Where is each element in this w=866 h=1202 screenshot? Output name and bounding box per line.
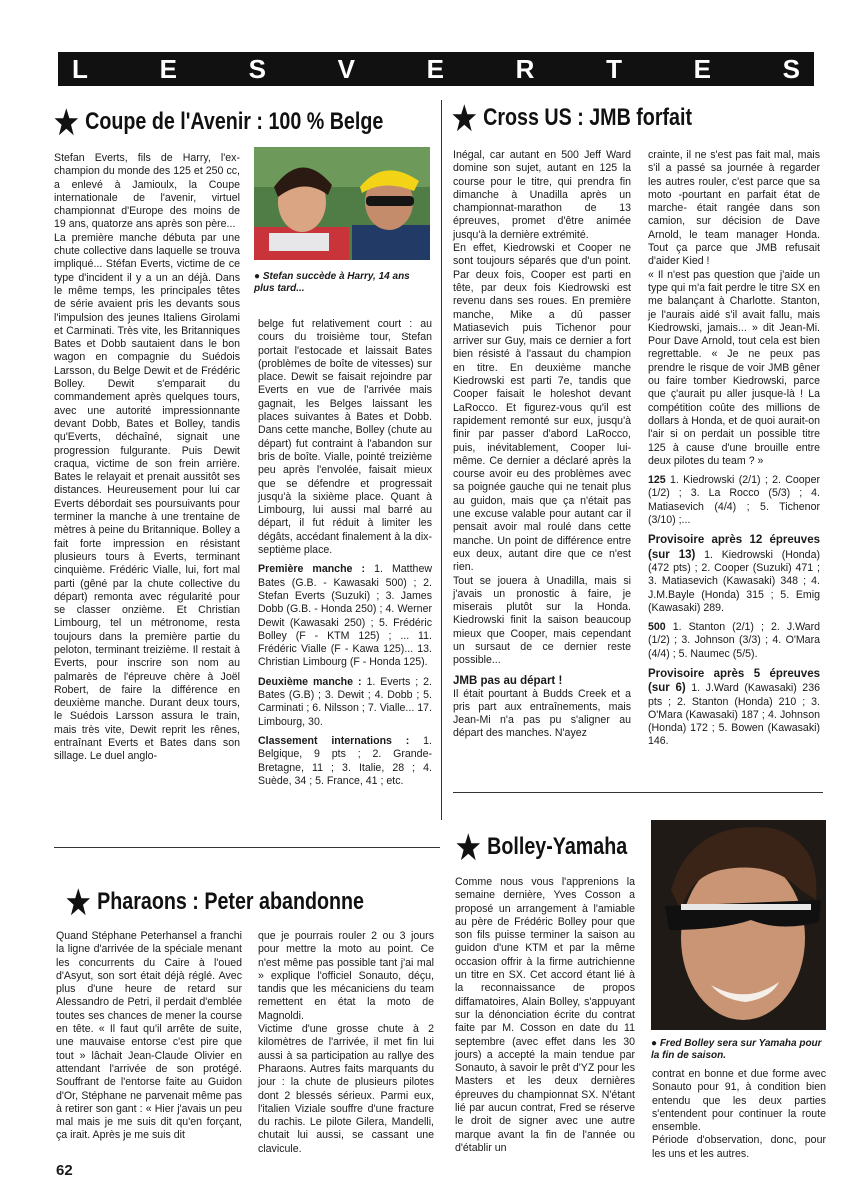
paragraph: Période d'observation, donc, pour les uns et les autres. — [652, 1134, 826, 1160]
results-round2: Deuxième manche : 1. Everts ; 2. Bates (G.B) ; 3. Dewit ; 4. Dobb ; 5. Carminati ; 6. Nilsson ; 7. Vialle... 17. Limbourg, 30. — [258, 675, 432, 728]
stefan-photo-caption: ● Stefan succède à Harry, 14 ans plus tard... — [254, 271, 410, 294]
stefan-photo-image — [254, 147, 430, 260]
paragraph: belge fut relativement court : au cours du troisième tour, Stefan portait l'estocade et laissait Bates (problèmes de boîte de vitesses) sur place. Dewit se faisait rejoindre par Everts en vue de l'arrivée mais gagnait, les Belges laissant les places suivantes à Bates et Dobb. Dans cette manche, Bolley (chute au départ) fut contraint à l'abandon sur bris de boîte. Vialle, pointé treizième peu après l'envolée, faisait mieux que se défendre et progressait jusqu'à la sixième place. Quant à Limbourg, lui aussi mal barré au départ, il fut réduit à limiter les dégâts, accédant finalement à la dix-septième place. — [258, 318, 432, 557]
banner-letter: E — [159, 53, 177, 84]
section-banner — [58, 52, 814, 86]
paragraph: Inégal, car autant en 500 Jeff Ward domine son sujet, autant en 125 la course pour le titre, qui prendra fin dimanche à Unadilla après un championnat-marathon de 13 épreuves, promet d'être animée jusqu'à la dernière extrémité. — [453, 149, 631, 241]
headline-cross: Cross US : JMB forfait — [452, 100, 692, 136]
paragraph: crainte, il ne s'est pas fait mal, mais s'il a passé sa journée à regarder les autres rouler, c'est parce que sa moto -pourtant en parfait état de marche- était rangée dans son camion, sur décision de Dave Arnold, le team manager Honda. Tout ça parce que JMB refusait d'aider Kied ! — [648, 149, 820, 268]
paragraph: « Il n'est pas question que j'aide un type qui m'a fait perdre le titre SX en me balançant à Charlotte. Stanton, je l'aurais aidé s'il avait fallu, mais Kiedrowski, jamais... » dit Jean-Mi. Pour Dave Arnold, tout cela est bien regrettable. « Je ne peux pas prendre le risque de voir JMB gêner ou faire tomber Kiedrowski, parce que ç'aurait pu aller jusque-là ! La compétition coûte des millions de dollars à Honda, et de quoi aurait-on l'air si on perdait un possible titre 125 à cause d'une brouille entre deux pilotes du team ? » — [648, 268, 820, 467]
results-label: Classement internations : — [258, 734, 410, 747]
pharaons-column-1 — [56, 930, 242, 1143]
paragraph: Il était pourtant à Budds Creek et a pris part aux entraînements, mais Jean-Mi n'a pas pu s'aligner au départ des manches. N'ayez — [453, 687, 631, 740]
paragraph: Tout se jouera à Unadilla, mais si j'avais un pronostic à faire, je miserais plutôt sur la Honda. Kiedrowski finit la saison beaucoup mieux que Cooper, mais cependant un sursaut de ce dernier reste possible... — [453, 574, 631, 667]
results-label: Première manche : — [258, 563, 366, 576]
fred-bolley-photo-image — [651, 820, 826, 1030]
page-number: 62 — [56, 1162, 73, 1179]
standings-125: Provisoire après 12 épreuves (sur 13) 1. Kiedrowski (Honda) (472 pts) ; 2. Cooper (Suzuki) 471 ; 3. Matiasevich (Kawasaki) 348 ; 4. J.M.Bayle (Honda) 315 ; 5. Emig (Kawasaki) 289. — [648, 534, 820, 614]
results-label: 500 — [648, 621, 666, 634]
banner-letter: V — [337, 53, 355, 84]
coupe-column-1 — [54, 152, 240, 764]
results-label: 125 — [648, 474, 666, 487]
banner-letter: E — [693, 53, 711, 84]
results-round1: Première manche : 1. Matthew Bates (G.B. - Kawasaki 500) ; 2. Stefan Everts (Suzuki) ; 3. James Dobb (G.B. - Honda 250) ; 4. Werner Dewit (Kawasaki 250) ; 5. Frédéric Bolley (F - KTM 125) ; ... 11. Frédéric Vialle (F - Kawa 125)... 13. Christian Limbourg (F - Honda 125). — [258, 563, 432, 669]
fred-photo-caption: ● Fred Bolley sera sur Yamaha pour la fin de saison. — [651, 1038, 822, 1061]
section-divider — [54, 847, 440, 848]
results-label: Provisoire après 12 épreuves (sur 13) — [648, 534, 820, 561]
star-icon — [452, 103, 477, 133]
subheading: JMB pas au départ ! — [453, 674, 563, 687]
banner-letter: S — [782, 53, 800, 84]
star-icon — [54, 107, 79, 137]
stefan-photo — [254, 147, 430, 260]
bolley-column-1 — [455, 876, 635, 1155]
paragraph: Quand Stéphane Peterhansel a franchi la ligne d'arrivée de la spéciale menant les concurrents du Caire à l'oued d'Asyut, son sort était déjà réglé. Avec plus d'une heure de retard sur Alessandro de Petri, il perdait d'emblée toutes ses chances de mener la course en tête. « Il faut qu'il arrête de suite, une mauvaise entorse c'est pire que tout » lâchait Jean-Claude Olivier en attendant l'arrivée de son protégé. Souffrant de l'entorse faite au Guidon d'Or, Stéphane ne parvenait même pas à retirer son gant : « Hier j'avais un peu mal mais je me suis dit qu'en forçant, ça irait. Après je me suis dit — [56, 930, 242, 1142]
banner-letter: T — [606, 53, 622, 84]
results-nations: Classement internations : 1. Belgique, 9 pts ; 2. Grande-Bretagne, 11 ; 3. Italie, 28 ; 4. Suède, 34 ; 5. France, 41 ; etc. — [258, 734, 432, 787]
results-500: 500 1. Stanton (2/1) ; 2. J.Ward (1/2) ; 3. Johnson (3/3) ; 4. O'Mara (4/4) ; 5. Naumec (5/5). — [648, 621, 820, 660]
paragraph: En effet, Kiedrowski et Cooper ne sont toujours séparés que d'un point. Par deux fois, Cooper est parti en tête, par deux fois Kiedrowski est revenu dans ses roues. En première manche, Mike a dû passer Matiasevich puis Tichenor pour arriver sur Guy, mais ce dernier a fort bien résisté à l'assaut du champion en titre. En deuxième manche Kiedrowski est parti 7e, tandis que Cooper faisait le holeshot devant LaRocco. Et figurez-vous qu'il est rapidement remonté sur eux, jusqu'à finir par passer d'abord LaRocco, puis, inévitablement, Cooper lui-même. Ce dernier a déclaré après la course avoir eu des problèmes avec sa poignée gauche qui ne tenait plus au guidon, mais que ça n'était pas une excuse valable pour autant car il pensait avoir mal roulé dans cette manche. Un point de différence entre eux deux, autant dire que ce n'est rien. — [453, 242, 631, 574]
banner-letter: R — [515, 53, 535, 84]
banner-letter: E — [426, 53, 444, 84]
headline-pharaons: Pharaons : Peter abandonne — [66, 884, 364, 920]
banner-letter: L — [72, 53, 88, 84]
star-icon — [456, 832, 481, 862]
results-label: Provisoire après 5 épreuves (sur 6) — [648, 667, 820, 695]
headline-coupe: Coupe de l'Avenir : 100 % Belge — [54, 104, 383, 140]
cross-column-2 — [648, 149, 820, 749]
paragraph: Victime d'une grosse chute à 2 kilomètres de l'arrivée, il met fin lui aussi à sa participation au rallye des Pharaons. Autres faits marquants du jour : la chute de plusieurs pilotes dont 2 blessés sérieux. Parmi eux, l'italien Viziale souffre d'une fracture du rachis. Le pilote Gilera, Mandelli, chutait lui aussi, se cassant une clavicule. — [258, 1023, 434, 1155]
paragraph: Stefan Everts, fils de Harry, l'ex-champion du monde des 125 et 250 cc, a enlevé à Jamioulx, la Coupe internationale de l'avenir, virtuel championnat d'Europe des moins de 19 ans, quatorze ans après son père... — [54, 152, 240, 231]
column-divider — [441, 100, 442, 820]
coupe-column-2 — [258, 318, 432, 788]
banner-letter: S — [248, 53, 266, 84]
bolley-column-2 — [652, 1068, 826, 1161]
paragraph: que je pourrais rouler 2 ou 3 jours pour mettre la moto au point. Ce n'est même pas possible tant j'ai mal » explique l'officiel Sonauto, déçu, tandis que les mécaniciens du team remettent en état la moto de Magnoldi. — [258, 930, 434, 1022]
standings-500: Provisoire après 5 épreuves (sur 6) 1. J.Ward (Kawasaki) 236 pts ; 2. Stanton (Honda) 210 ; 3. O'Mara (Kawasaki) 187 ; 4. Johnson (Honda) 172 ; 5. Bowen (Kawasaki) 146. — [648, 667, 820, 748]
paragraph: Comme nous vous l'apprenions la semaine dernière, Yves Cosson a proposé un arrangement à l'amiable au père de Frédéric Bolley pour que son fils puisse terminer la saison au guidon d'une KTM et par la même occasion offrir à la firme autrichienne un titre en SX. Cet accord étant lié à la reconnaissance de propos diffamatoires, Alain Bolley, s'appuyant sur la dénonciation écrite du contrat faite par M. Cosson en date du 11 septembre (avec effet dans les 30 jours) a accepté la main tendue par Sonauto, à savoir le prêt d'YZ pour les Masters et les deux dernières épreuves du championnat SX. N'étant lié par aucun contrat, Fred se réserve le droit de signer avec une autre marque avant la fin de l'année ou d'établir un — [455, 876, 635, 1154]
results-label: Deuxième manche : — [258, 675, 362, 688]
cross-column-1 — [453, 149, 631, 741]
star-icon — [66, 887, 91, 917]
paragraph: La première manche débuta par une chute collective dans laquelle se trouva impliqué... Stéfan Everts, victime de ce type d'incident il y a un an déjà. Dans le même temps, les principales têtes de série avaient pris les devants sous l'impulsion des jeunes Italiens Girolami et Carminati. Très vite, les Britanniques Bates et Dobb sautaient dans le bon wagon en compagnie du Suédois Larsson, du Belge Dewit et de Frédéric Bolley. Dewit s'emparait du commandement après quelques tours, avec une autorité impressionnante devant Dobb, Bates et Bolley, tandis qu'Everts, déchaîné, signait une progression fulgurante. Puis Dewit craqua, victime de son frein arrière. Bates le relayait et prenait aussitôt ses distances. Heureusement pour lui car Everts débordait ses poursuivants pour terminer la manche à une trentaine de mètres à peine du Britannique. Bolley a fait forte impression en résistant plusieurs tours à Everts, terminant cinquième. Frédéric Vialle, lui, fort mal parti (gêné par la chute collective du départ) remonta avec régularité pour se classer onzième. Et Christian Limbourg, tel un métronome, resta toujours dans la première partie du peloton, terminant treizième. Il restait à Everts, pour inscrire son nom au palmarès de l'épreuve chère à Joël Robert, de faire la différence en deuxième manche. Durant deux tours, le Suédois Larsson assura le train, mais très vite, Dewit reprit les rênes, entraînant Everts et Bates dans son sillage. Le duel anglo- — [54, 231, 240, 763]
headline-bolley: Bolley-Yamaha — [456, 829, 627, 865]
paragraph: contrat en bonne et due forme avec Sonauto pour 91, à condition bien entendu que les deux parties s'entendent pour continuer la route ensemble. — [652, 1068, 826, 1134]
pharaons-column-2 — [258, 930, 434, 1156]
fred-bolley-photo — [651, 820, 826, 1030]
results-125: 125 1. Kiedrowski (2/1) ; 2. Cooper (1/2) ; 3. La Rocco (5/3) ; 4. Matiasevich (4/4) ; 5. Tichenor (3/10) ;... — [648, 474, 820, 527]
section-divider — [453, 792, 823, 793]
